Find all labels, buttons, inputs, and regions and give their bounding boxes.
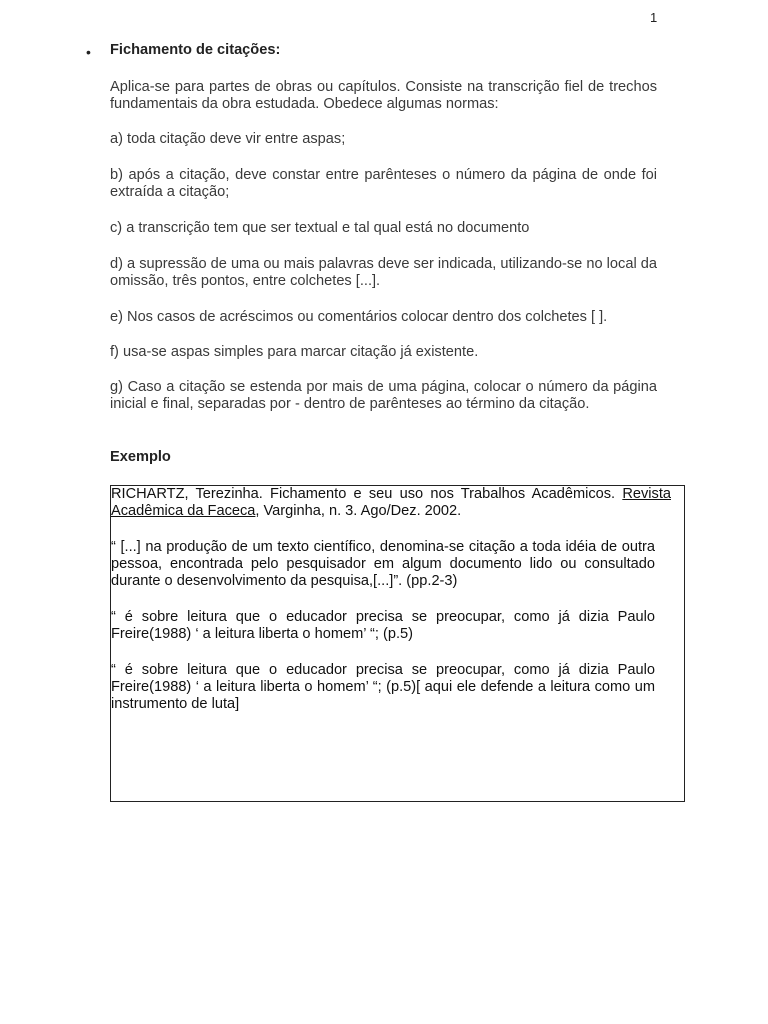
reference-journal: Revista Acadêmica da Faceca xyxy=(111,486,671,519)
page-number: 1 xyxy=(650,10,658,25)
rule-f: f) usa-se aspas simples para marcar citação já existente. xyxy=(110,344,479,360)
rule-c: c) a transcrição tem que ser textual e tal qual está no documento xyxy=(110,220,530,236)
rule-a: a) toda citação deve vir entre aspas; xyxy=(110,131,346,147)
reference-authors-title: RICHARTZ, Terezinha. Fichamento e seu uso nos Trabalhos Acadêmicos. xyxy=(111,486,623,502)
bullet-icon: • xyxy=(86,44,91,60)
rule-g: g) Caso a citação se estenda por mais de uma página, colocar o número da página inicial e final, separadas por - dentro de parênteses ao término da citação. xyxy=(110,379,657,412)
example-quote-2: “ é sobre leitura que o educador precisa se preocupar, como já dizia Paulo Freire(1988) ‘ a leitura liberta o homem’ “; (p.5) xyxy=(111,609,655,642)
rule-b: b) após a citação, deve constar entre parênteses o número da página de onde foi extraída a citação; xyxy=(110,167,657,200)
intro-paragraph: Aplica-se para partes de obras ou capítulos. Consiste na transcrição fiel de trechos fundamentais da obra estudada. Obedece algumas normas: xyxy=(110,79,657,112)
example-box xyxy=(110,485,685,802)
rule-d: d) a supressão de uma ou mais palavras deve ser indicada, utilizando-se no local da omissão, três pontos, entre colchetes [...]. xyxy=(110,256,657,289)
example-quote-1: “ [...] na produção de um texto científico, denomina-se citação a toda idéia de outra pessoa, encontrada pelo pesquisador em algum documento lido ou consultado durante o desenvolvimento da pesquisa,[...]”. (pp.2-3) xyxy=(111,539,655,589)
reference-details: , Varginha, n. 3. Ago/Dez. 2002. xyxy=(255,503,462,519)
example-quote-3: “ é sobre leitura que o educador precisa se preocupar, como já dizia Paulo Freire(1988) ‘ a leitura liberta o homem’ “; (p.5)[ aqui ele defende a leitura como um instrumento de luta] xyxy=(111,662,655,712)
example-heading: Exemplo xyxy=(110,449,171,465)
rule-e: e) Nos casos de acréscimos ou comentários colocar dentro dos colchetes [ ]. xyxy=(110,309,608,325)
example-reference xyxy=(111,486,671,520)
section-heading: Fichamento de citações: xyxy=(110,42,281,58)
